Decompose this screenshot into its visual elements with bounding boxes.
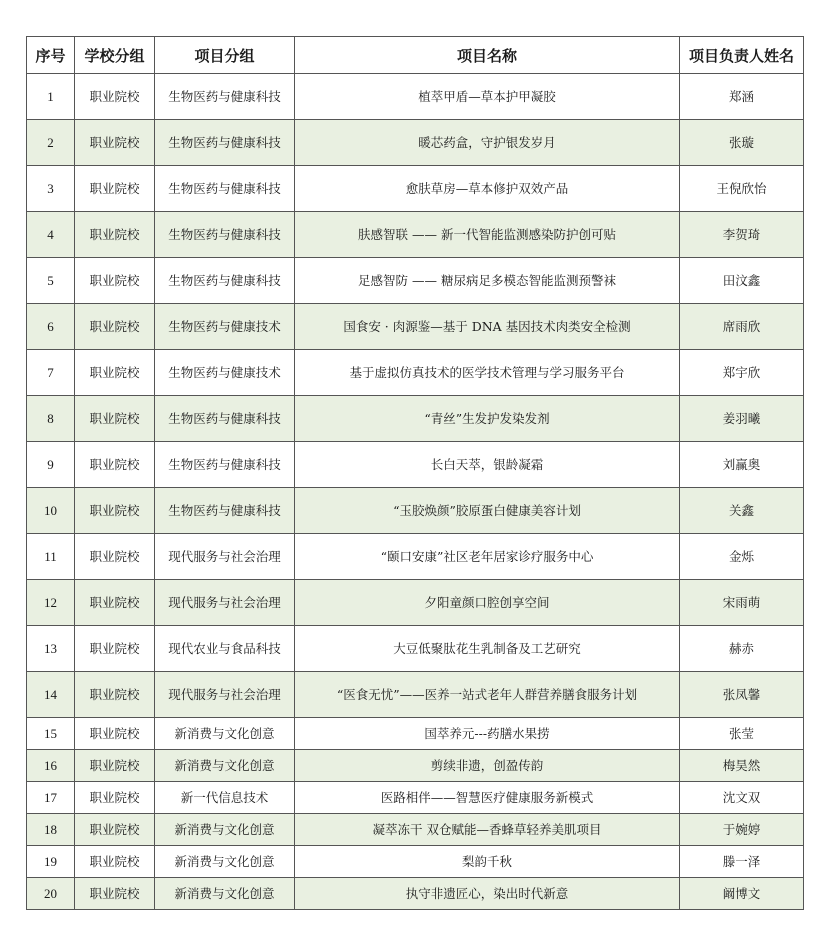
header-project-group: 项目分组: [155, 37, 295, 74]
cell-serial-number: 12: [27, 580, 75, 626]
cell-project-leader: 张璇: [680, 120, 804, 166]
cell-project-leader: 田汶鑫: [680, 258, 804, 304]
table-row: [27, 396, 804, 442]
cell-project-group: 现代服务与社会治理: [155, 534, 295, 580]
cell-project-name: 肤感智联 —— 新一代智能监测感染防护创可贴: [295, 212, 680, 258]
cell-project-name: 基于虚拟仿真技术的医学技术管理与学习服务平台: [295, 350, 680, 396]
cell-project-name: 长白天萃，银龄凝霜: [295, 442, 680, 488]
cell-project-leader: 关鑫: [680, 488, 804, 534]
cell-serial-number: 6: [27, 304, 75, 350]
cell-project-leader: 郑涵: [680, 74, 804, 120]
cell-project-group: 生物医药与健康科技: [155, 212, 295, 258]
cell-school-group: 职业院校: [75, 166, 155, 212]
table-row: [27, 442, 804, 488]
cell-project-name: 大豆低聚肽花生乳制备及工艺研究: [295, 626, 680, 672]
cell-serial-number: 9: [27, 442, 75, 488]
cell-serial-number: 15: [27, 718, 75, 750]
table-row: [27, 120, 804, 166]
cell-school-group: 职业院校: [75, 120, 155, 166]
cell-project-leader: 姜羽曦: [680, 396, 804, 442]
table-row: [27, 166, 804, 212]
cell-school-group: 职业院校: [75, 782, 155, 814]
cell-project-group: 新消费与文化创意: [155, 878, 295, 910]
cell-school-group: 职业院校: [75, 258, 155, 304]
table-row: [27, 534, 804, 580]
cell-project-group: 生物医药与健康科技: [155, 166, 295, 212]
cell-school-group: 职业院校: [75, 212, 155, 258]
cell-project-leader: 于婉婷: [680, 814, 804, 846]
table-row: [27, 350, 804, 396]
cell-serial-number: 5: [27, 258, 75, 304]
cell-serial-number: 20: [27, 878, 75, 910]
cell-project-group: 生物医药与健康技术: [155, 350, 295, 396]
cell-project-leader: 刘赢奥: [680, 442, 804, 488]
cell-project-leader: 金烁: [680, 534, 804, 580]
cell-project-leader: 阚博文: [680, 878, 804, 910]
cell-serial-number: 8: [27, 396, 75, 442]
cell-project-group: 新消费与文化创意: [155, 718, 295, 750]
project-list-table: [26, 36, 804, 910]
cell-project-leader: 宋雨萌: [680, 580, 804, 626]
cell-project-name: “颐口安康”社区老年居家诊疗服务中心: [295, 534, 680, 580]
cell-project-group: 新消费与文化创意: [155, 814, 295, 846]
cell-serial-number: 4: [27, 212, 75, 258]
cell-project-name: 暖芯药盒，守护银发岁月: [295, 120, 680, 166]
cell-school-group: 职业院校: [75, 846, 155, 878]
cell-serial-number: 3: [27, 166, 75, 212]
cell-project-name: 植萃甲盾—草本护甲凝胶: [295, 74, 680, 120]
cell-project-group: 现代农业与食品科技: [155, 626, 295, 672]
cell-project-name: 愈肤草房—草本修护双效产品: [295, 166, 680, 212]
cell-serial-number: 11: [27, 534, 75, 580]
cell-serial-number: 10: [27, 488, 75, 534]
cell-project-name: “青丝”生发护发染发剂: [295, 396, 680, 442]
cell-serial-number: 2: [27, 120, 75, 166]
cell-school-group: 职业院校: [75, 304, 155, 350]
cell-serial-number: 16: [27, 750, 75, 782]
cell-school-group: 职业院校: [75, 626, 155, 672]
cell-project-group: 生物医药与健康技术: [155, 304, 295, 350]
header-serial-number: 序号: [27, 37, 75, 74]
cell-project-group: 生物医药与健康科技: [155, 442, 295, 488]
table-row: [27, 672, 804, 718]
table-row: [27, 814, 804, 846]
cell-school-group: 职业院校: [75, 442, 155, 488]
cell-project-group: 现代服务与社会治理: [155, 580, 295, 626]
cell-project-group: 新一代信息技术: [155, 782, 295, 814]
cell-project-name: 梨韵千秋: [295, 846, 680, 878]
cell-project-leader: 赫赤: [680, 626, 804, 672]
cell-school-group: 职业院校: [75, 750, 155, 782]
table-body: [27, 74, 804, 910]
cell-school-group: 职业院校: [75, 74, 155, 120]
table-header-row: [27, 37, 804, 74]
cell-project-name: “医食无忧”——医养一站式老年人群营养膳食服务计划: [295, 672, 680, 718]
cell-project-name: 足感智防 —— 糖尿病足多模态智能监测预警袜: [295, 258, 680, 304]
table-row: [27, 580, 804, 626]
cell-serial-number: 7: [27, 350, 75, 396]
cell-project-name: 凝萃冻干 双仓赋能—香蜂草轻养美肌项目: [295, 814, 680, 846]
table-row: [27, 258, 804, 304]
header-project-name: 项目名称: [295, 37, 680, 74]
cell-serial-number: 14: [27, 672, 75, 718]
cell-project-name: 国食安 · 肉源鉴—基于 DNA 基因技术肉类安全检测: [295, 304, 680, 350]
cell-project-leader: 王倪欣怡: [680, 166, 804, 212]
cell-project-group: 新消费与文化创意: [155, 846, 295, 878]
table-row: [27, 304, 804, 350]
table-row: [27, 212, 804, 258]
cell-project-leader: 郑宇欣: [680, 350, 804, 396]
cell-school-group: 职业院校: [75, 580, 155, 626]
cell-school-group: 职业院校: [75, 488, 155, 534]
cell-project-group: 新消费与文化创意: [155, 750, 295, 782]
cell-school-group: 职业院校: [75, 396, 155, 442]
cell-project-name: 国萃养元---药膳水果捞: [295, 718, 680, 750]
cell-project-group: 生物医药与健康科技: [155, 258, 295, 304]
table-row: [27, 74, 804, 120]
cell-serial-number: 18: [27, 814, 75, 846]
cell-school-group: 职业院校: [75, 672, 155, 718]
cell-project-leader: 梅昊然: [680, 750, 804, 782]
table-row: [27, 878, 804, 910]
cell-project-group: 生物医药与健康科技: [155, 74, 295, 120]
cell-project-leader: 张凤馨: [680, 672, 804, 718]
cell-project-name: “玉胶焕颜”胶原蛋白健康美容计划: [295, 488, 680, 534]
cell-project-group: 生物医药与健康科技: [155, 488, 295, 534]
project-list-table-wrap: [26, 36, 803, 910]
table-row: [27, 846, 804, 878]
cell-school-group: 职业院校: [75, 814, 155, 846]
table-row: [27, 488, 804, 534]
cell-project-name: 剪续非遗，创盈传韵: [295, 750, 680, 782]
header-school-group: 学校分组: [75, 37, 155, 74]
cell-project-name: 夕阳童颜口腔创享空间: [295, 580, 680, 626]
cell-project-leader: 张莹: [680, 718, 804, 750]
cell-school-group: 职业院校: [75, 718, 155, 750]
cell-serial-number: 17: [27, 782, 75, 814]
cell-project-name: 医路相伴——智慧医疗健康服务新模式: [295, 782, 680, 814]
cell-serial-number: 19: [27, 846, 75, 878]
table-row: [27, 750, 804, 782]
cell-school-group: 职业院校: [75, 878, 155, 910]
cell-project-group: 生物医药与健康科技: [155, 396, 295, 442]
cell-project-leader: 沈文双: [680, 782, 804, 814]
table-row: [27, 718, 804, 750]
cell-project-name: 执守非遗匠心，染出时代新意: [295, 878, 680, 910]
header-project-leader: 项目负责人姓名: [680, 37, 804, 74]
cell-project-leader: 李贺琦: [680, 212, 804, 258]
table-row: [27, 782, 804, 814]
cell-serial-number: 13: [27, 626, 75, 672]
cell-project-leader: 滕一泽: [680, 846, 804, 878]
cell-school-group: 职业院校: [75, 534, 155, 580]
cell-school-group: 职业院校: [75, 350, 155, 396]
cell-project-leader: 席雨欣: [680, 304, 804, 350]
cell-project-group: 生物医药与健康科技: [155, 120, 295, 166]
table-row: [27, 626, 804, 672]
cell-project-group: 现代服务与社会治理: [155, 672, 295, 718]
cell-serial-number: 1: [27, 74, 75, 120]
